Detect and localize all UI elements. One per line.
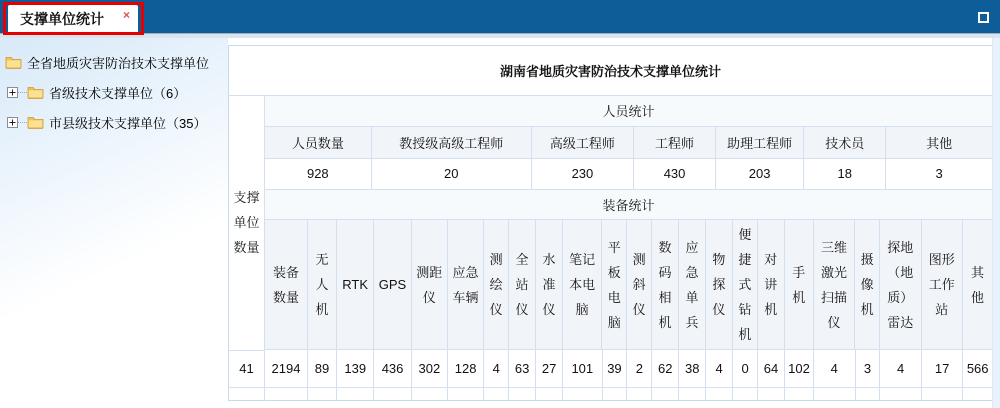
equipment-section-header: 装备统计 xyxy=(265,190,992,220)
personnel-value: 928 xyxy=(265,158,371,189)
personnel-value: 20 xyxy=(371,158,531,189)
equipment-value: 64 xyxy=(758,350,785,387)
equipment-value: 2194 xyxy=(265,350,308,387)
personnel-col-header: 人员数量 xyxy=(265,126,371,158)
equipment-col-header: 笔记本电脑 xyxy=(562,220,601,350)
equipment-col-header: 平板电脑 xyxy=(602,220,627,350)
equipment-col-header: 测绘仪 xyxy=(484,220,509,350)
sidebar-tree xyxy=(0,38,228,408)
close-icon[interactable]: × xyxy=(122,8,130,22)
expand-plus-icon[interactable] xyxy=(7,117,18,128)
maximize-icon[interactable] xyxy=(978,12,989,23)
stub-cell xyxy=(229,388,265,401)
equipment-value: 2 xyxy=(627,350,652,387)
personnel-col-header: 高级工程师 xyxy=(531,126,633,158)
equipment-value: 62 xyxy=(652,350,679,387)
unit-count-header: 支撑单位数量 xyxy=(229,96,265,351)
equipment-col-header: 对讲机 xyxy=(757,220,784,350)
personnel-value: 18 xyxy=(804,158,886,189)
equipment-col-header: 图形工作站 xyxy=(921,220,962,350)
equipment-col-header: 水准仪 xyxy=(536,220,563,350)
equipment-value: 566 xyxy=(963,350,992,387)
equipment-col-header: 测斜仪 xyxy=(627,220,652,350)
expand-plus-icon[interactable] xyxy=(7,87,18,98)
tree-item-root[interactable] xyxy=(0,47,228,77)
equipment-col-header: RTK xyxy=(337,220,374,350)
panel-right-strip xyxy=(992,38,1000,408)
personnel-value: 3 xyxy=(886,158,992,189)
equipment-value: 302 xyxy=(411,350,447,387)
content-area xyxy=(0,38,1000,408)
equipment-value: 3 xyxy=(855,350,880,387)
equipment-value: 38 xyxy=(679,350,706,387)
equipment-value: 128 xyxy=(448,350,484,387)
equipment-col-header: 无人机 xyxy=(308,220,337,350)
equipment-col-header: 三维激光扫描仪 xyxy=(813,220,854,350)
personnel-value: 230 xyxy=(531,158,633,189)
folder-icon xyxy=(27,115,44,129)
folder-icon xyxy=(5,55,22,69)
personnel-col-header: 教授级高级工程师 xyxy=(371,126,531,158)
equipment-col-header: 其他 xyxy=(962,220,992,350)
equipment-col-header: 摄像机 xyxy=(855,220,880,350)
equipment-value: 139 xyxy=(337,350,374,387)
equipment-values-holder xyxy=(265,350,993,388)
equipment-col-header: 应急车辆 xyxy=(447,220,483,350)
folder-icon xyxy=(27,85,44,99)
tree-item-city-county[interactable] xyxy=(0,107,228,137)
tree-item-label: 全省地质灾害防治技术支撑单位 xyxy=(27,55,210,71)
stub-row xyxy=(265,388,993,401)
equipment-value: 4 xyxy=(706,350,733,387)
equipment-col-header: 应急单兵 xyxy=(679,220,706,350)
equipment-table xyxy=(265,190,992,351)
tree-item-label: 省级技术支撑单位（6） xyxy=(49,85,187,101)
equipment-col-header: GPS xyxy=(374,220,411,350)
equipment-value: 4 xyxy=(814,350,855,387)
equipment-value: 101 xyxy=(563,350,602,387)
equipment-col-header: 便捷式钻机 xyxy=(732,220,757,350)
equipment-value: 436 xyxy=(374,350,411,387)
personnel-col-header: 助理工程师 xyxy=(716,126,804,158)
equipment-col-header: 数码相机 xyxy=(652,220,679,350)
tree-item-provincial[interactable] xyxy=(0,77,228,107)
tree-connector xyxy=(18,122,27,123)
equipment-col-header: 测距仪 xyxy=(411,220,447,350)
equipment-values-table xyxy=(265,350,992,388)
stats-body xyxy=(265,96,993,351)
tree-item-label: 市县级技术支撑单位（35） xyxy=(49,115,207,131)
personnel-value: 203 xyxy=(716,158,804,189)
equipment-value: 102 xyxy=(784,350,813,387)
equipment-value: 27 xyxy=(536,350,563,387)
stub-table xyxy=(265,388,992,400)
equipment-value: 89 xyxy=(308,350,337,387)
stats-panel xyxy=(228,38,1000,408)
equipment-value: 39 xyxy=(602,350,627,387)
personnel-table xyxy=(265,96,992,190)
personnel-value: 430 xyxy=(633,158,715,189)
equipment-value: 63 xyxy=(509,350,536,387)
equipment-col-header: 手机 xyxy=(784,220,813,350)
equipment-value: 0 xyxy=(733,350,758,387)
stats-table xyxy=(228,45,993,401)
tree-connector xyxy=(18,92,27,93)
personnel-col-header: 其他 xyxy=(886,126,992,158)
window-topbar xyxy=(0,0,1000,33)
personnel-col-header: 工程师 xyxy=(633,126,715,158)
equipment-col-header: 装备数量 xyxy=(265,220,308,350)
table-title: 湖南省地质灾害防治技术支撑单位统计 xyxy=(229,46,993,96)
equipment-col-header: 物探仪 xyxy=(705,220,732,350)
equipment-value: 4 xyxy=(880,350,921,387)
personnel-col-header: 技术员 xyxy=(804,126,886,158)
equipment-value: 17 xyxy=(921,350,962,387)
unit-count-value: 41 xyxy=(229,350,265,388)
equipment-col-header: 全站仪 xyxy=(509,220,536,350)
equipment-col-header: 探地（地质）雷达 xyxy=(880,220,921,350)
tab-label: 支撑单位统计 xyxy=(20,11,104,27)
tab-support-unit-stats[interactable] xyxy=(8,5,138,33)
equipment-value: 4 xyxy=(484,350,509,387)
personnel-section-header: 人员统计 xyxy=(265,96,992,126)
